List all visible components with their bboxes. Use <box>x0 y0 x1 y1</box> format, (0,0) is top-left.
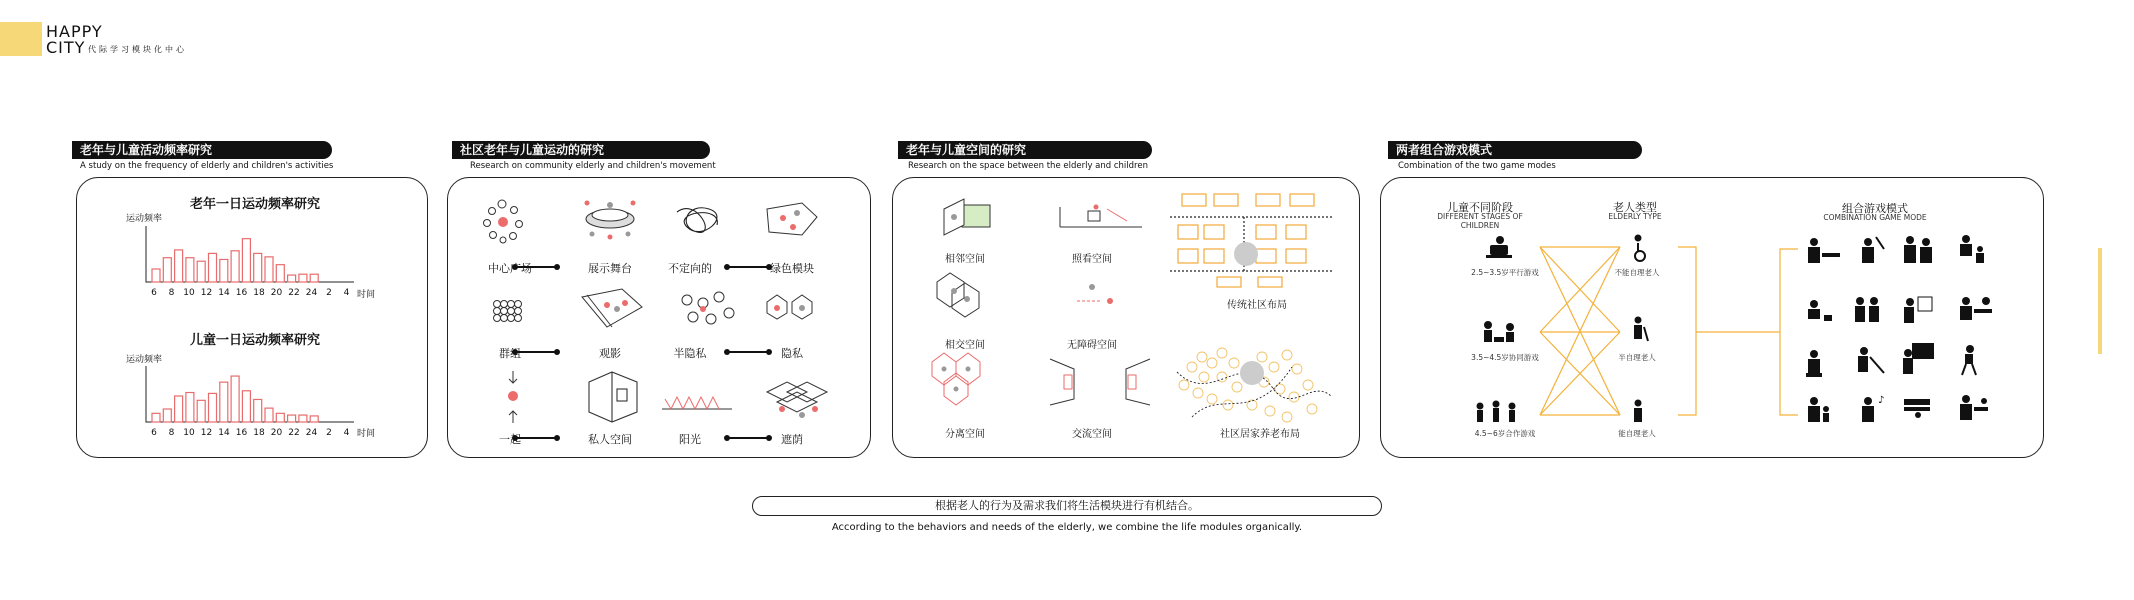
bar <box>152 269 160 282</box>
label-home-care-layout: 社区居家养老布局 <box>1220 429 1300 440</box>
section-title-frequency: 老年与儿童活动频率研究 <box>72 141 332 159</box>
tick-label: 20 <box>270 428 283 438</box>
combo-icon-2 <box>1862 237 1884 263</box>
bar <box>220 259 228 282</box>
bar <box>242 239 250 282</box>
bar <box>220 382 228 422</box>
bar <box>175 250 183 282</box>
bar <box>186 393 194 422</box>
label-movie: 观影 <box>599 347 621 360</box>
exchange-space-icon <box>1050 359 1150 405</box>
elderly-type-1: 不能自理老人 <box>1614 268 1660 277</box>
combo-icon-13 <box>1808 397 1829 422</box>
tick-label: 2 <box>326 428 332 438</box>
child-team-icon <box>1477 401 1516 423</box>
tick-label: 12 <box>200 288 213 298</box>
label-green-module: 绿色模块 <box>770 262 814 275</box>
label-private: 隐私 <box>781 347 803 360</box>
elderly-type-3: 能自理老人 <box>1618 429 1656 438</box>
label-sunlight: 阳光 <box>679 433 701 446</box>
bar <box>299 274 307 282</box>
label-intersect-space: 相交空间 <box>945 340 985 351</box>
care-space-icon <box>1060 205 1142 228</box>
child-cooperative-icon <box>1484 321 1514 342</box>
movie-icon <box>582 289 642 327</box>
space-diagrams <box>892 177 1360 458</box>
elderly-semi-icon <box>1634 317 1648 342</box>
combo-icon-10 <box>1858 347 1884 373</box>
section-subtitle-movement: Research on community elderly and children's movement <box>470 161 716 171</box>
label-together: 一起 <box>499 433 521 446</box>
chart-ylabel-children: 运动频率 <box>126 355 163 365</box>
tick-label: 16 <box>235 428 248 438</box>
tick-label: 10 <box>183 288 195 298</box>
tick-label: 22 <box>288 288 300 298</box>
section-subtitle-space: Research on the space between the elderly and children <box>908 161 1148 171</box>
label-separate-space: 分离空间 <box>945 429 985 440</box>
label-care-space: 照看空间 <box>1072 254 1112 265</box>
child-stage-2: 3.5~4.5岁协同游戏 <box>1471 353 1539 362</box>
label-traditional-layout: 传统社区布局 <box>1227 300 1287 311</box>
label-shade: 遮荫 <box>781 433 803 446</box>
bar <box>276 265 284 282</box>
accessible-space-icon <box>1077 284 1113 304</box>
tick-label: 18 <box>253 288 265 298</box>
child-stage-1: 2.5~3.5岁平行游戏 <box>1471 268 1539 277</box>
together-icon <box>508 371 518 423</box>
combo-icons <box>1806 235 1992 422</box>
bar <box>231 251 239 282</box>
label-semi-private: 半隐私 <box>673 347 707 360</box>
tick-label: 8 <box>168 428 175 438</box>
tick-label: 6 <box>151 288 157 298</box>
bar <box>254 399 262 422</box>
tick-label: 12 <box>200 428 213 438</box>
combo-icon-7 <box>1904 297 1932 323</box>
footer-statement-en: According to the behaviors and needs of the elderly, we combine the life modules organically. <box>831 522 1303 533</box>
intersect-space-icon <box>937 273 979 317</box>
bar <box>288 275 296 282</box>
combo-icon-6 <box>1855 297 1879 322</box>
combo-icon-3 <box>1904 236 1932 263</box>
bar <box>197 400 205 422</box>
label-show-stage: 展示舞台 <box>588 262 632 275</box>
tick-label: 14 <box>218 288 230 298</box>
chart-elderly <box>130 222 380 302</box>
combo-icon-1 <box>1808 238 1840 263</box>
home-care-layout-map <box>1177 348 1332 422</box>
group-icon <box>494 301 522 322</box>
child-stage-3: 4.5~6岁合作游戏 <box>1474 429 1536 438</box>
adjacent-space-icon <box>944 199 990 235</box>
combo-icon-4 <box>1960 235 1984 263</box>
tick-label: 2 <box>326 288 332 298</box>
chart-xlabel-children: 时间 <box>357 429 376 439</box>
footer-statement-cn: 根据老人的行为及需求我们将生活模块进行有机结合。 <box>752 496 1382 516</box>
connection-lines <box>1540 247 1798 415</box>
brand-line-2: CITY <box>46 38 86 57</box>
green-module-icon <box>767 203 817 235</box>
combo-icon-8 <box>1960 297 1992 320</box>
bar <box>276 413 284 422</box>
combo-icon-15 <box>1904 399 1930 418</box>
tick-label: 4 <box>343 288 350 298</box>
section-title-game: 两者组合游戏模式 <box>1388 141 1642 159</box>
chart-title-elderly: 老年一日运动频率研究 <box>189 197 320 212</box>
tick-label: 8 <box>168 288 175 298</box>
combo-icon-9 <box>1806 350 1822 377</box>
bar <box>209 253 217 282</box>
section-subtitle-frequency: A study on the frequency of elderly and children's activities <box>80 161 334 171</box>
bar <box>288 415 296 422</box>
tick-label: 20 <box>270 288 283 298</box>
brand-subtitle: 代际学习模块化中心 <box>88 45 187 54</box>
elderly-type-title-en: ELDERLY TYPE <box>1608 212 1662 221</box>
bar <box>175 396 183 422</box>
game-mode-diagram <box>1380 177 2044 458</box>
tick-label: 4 <box>343 428 350 438</box>
section-subtitle-game: Combination of the two game modes <box>1398 161 1556 171</box>
combo-icon-16 <box>1960 395 1988 420</box>
bar <box>265 408 273 422</box>
bar <box>163 409 171 422</box>
private-icon <box>767 295 812 319</box>
combo-icon-14 <box>1862 395 1884 422</box>
tick-label: 22 <box>288 428 300 438</box>
chart-children <box>130 362 380 442</box>
traditional-layout-map <box>1170 194 1332 287</box>
svg-text:♪: ♪ <box>1878 395 1885 406</box>
bar <box>265 257 273 282</box>
bar <box>310 416 318 422</box>
semi-private-icon <box>682 292 734 324</box>
brand-logo-block <box>0 22 42 56</box>
bar <box>163 258 171 282</box>
chart-ylabel-elderly: 运动频率 <box>126 214 163 224</box>
tick-label: 10 <box>183 428 195 438</box>
bar <box>299 415 307 422</box>
tick-label: 24 <box>305 428 318 438</box>
side-accent-bar <box>2098 248 2102 354</box>
separate-space-icon <box>932 353 980 405</box>
elderly-wheelchair-icon <box>1635 235 1646 262</box>
children-stages-title: 儿童不同阶段 <box>1447 201 1513 214</box>
combo-icon-12 <box>1962 345 1976 375</box>
label-group: 群组 <box>499 347 521 360</box>
elderly-independent-icon <box>1634 400 1642 423</box>
brand-line-1: HAPPY <box>46 22 103 41</box>
section-title-movement: 社区老年与儿童运动的研究 <box>452 141 710 159</box>
chart-title-children: 儿童一日运动频率研究 <box>189 333 320 348</box>
private-room-icon <box>589 372 637 422</box>
combo-mode-title: 组合游戏模式 <box>1842 202 1908 215</box>
label-exchange-space: 交流空间 <box>1072 429 1112 440</box>
tick-label: 24 <box>305 288 318 298</box>
child-parallel-icon <box>1486 236 1512 258</box>
label-non-directional: 不定向的 <box>668 262 712 275</box>
bar <box>152 413 160 422</box>
tick-label: 6 <box>151 428 157 438</box>
elderly-type-2: 半自理老人 <box>1618 353 1656 362</box>
elderly-type-title: 老人类型 <box>1613 201 1657 214</box>
sunlight-icon <box>662 397 732 409</box>
children-stages-title-en: DIFFERENT STAGES OF CHILDREN <box>1437 212 1523 230</box>
bar <box>186 258 194 282</box>
combo-icon-5 <box>1808 300 1832 321</box>
bar <box>209 393 217 422</box>
chart-xlabel-elderly: 时间 <box>357 290 376 300</box>
combo-mode-title-en: COMBINATION GAME MODE <box>1823 213 1927 222</box>
label-central-square: 中心广场 <box>488 262 532 275</box>
bar <box>197 261 205 282</box>
combo-icon-11 <box>1903 343 1934 374</box>
central-square-icon <box>484 200 523 243</box>
label-adjacent-space: 相邻空间 <box>945 254 985 265</box>
bar <box>231 376 239 422</box>
show-stage-icon <box>585 201 636 240</box>
label-private-space: 私人空间 <box>588 433 632 446</box>
tick-label: 16 <box>235 288 248 298</box>
bar <box>254 253 262 282</box>
movement-diagrams <box>447 177 871 458</box>
tick-label: 18 <box>253 428 265 438</box>
bar <box>242 391 250 422</box>
bar <box>310 274 318 282</box>
tick-label: 14 <box>218 428 230 438</box>
shade-icon <box>767 382 827 418</box>
section-title-space: 老年与儿童空间的研究 <box>898 141 1152 159</box>
label-accessible-space: 无障碍空间 <box>1067 340 1117 351</box>
